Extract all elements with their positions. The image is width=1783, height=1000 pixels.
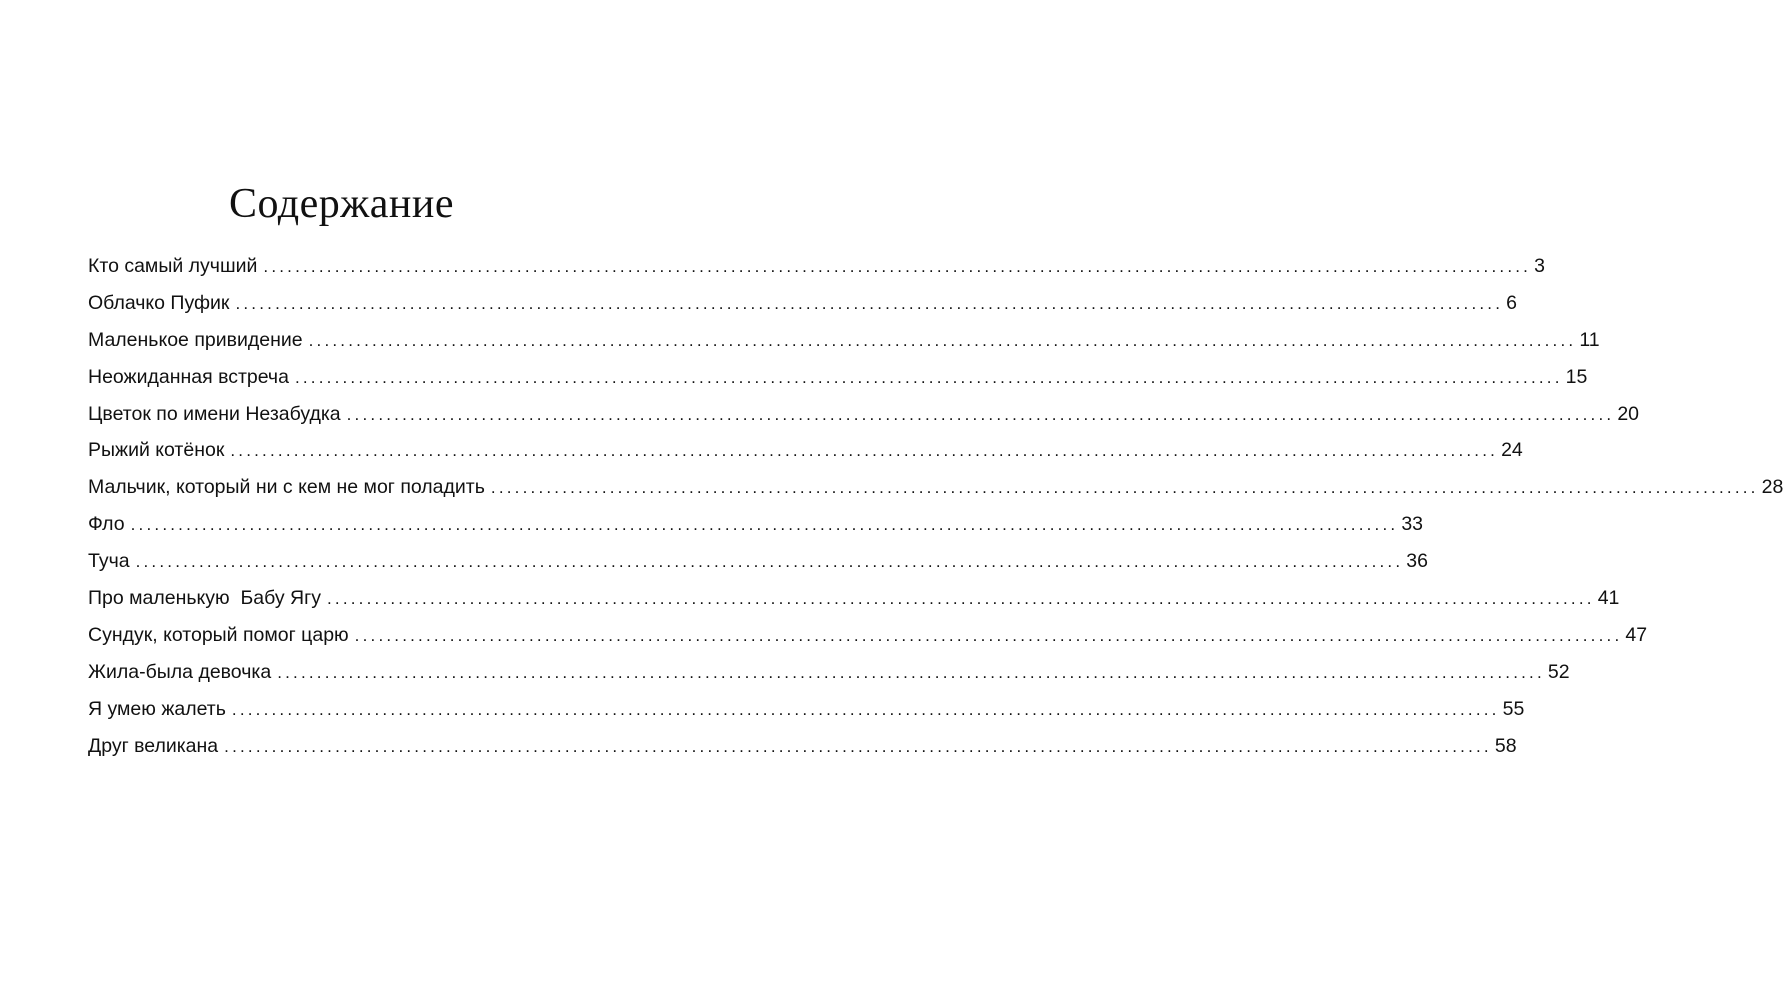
- toc-entry: [88, 545, 1428, 582]
- toc-entry-title: Туча: [88, 550, 130, 573]
- toc-entry: [88, 508, 1424, 545]
- dot-leader: ................................................................................................................................................................: [130, 515, 1399, 535]
- toc-entry: [88, 471, 1783, 508]
- toc-entry-title: Друг великана: [88, 734, 219, 757]
- toc-page-number: 41: [1597, 587, 1620, 610]
- toc-entry-title: Сундук, который помог царю: [88, 623, 349, 646]
- toc-page-number: 58: [1494, 734, 1517, 757]
- dot-leader: ................................................................................................................................................................: [346, 404, 1615, 424]
- dot-leader: ................................................................................................................................................................: [277, 662, 1545, 682]
- toc-page-number: 3: [1534, 255, 1545, 277]
- toc-entry: [88, 361, 1588, 398]
- toc-page-number: 55: [1502, 697, 1525, 720]
- toc-entry-title: Я умею жалеть: [88, 697, 226, 720]
- dot-leader: ................................................................................................................................................................: [490, 478, 1759, 498]
- toc-entry: [88, 730, 1517, 767]
- toc-page-number: 15: [1565, 365, 1588, 388]
- toc-entry: [88, 287, 1518, 324]
- dot-leader: ................................................................................................................................................................: [230, 441, 1499, 461]
- dot-leader: ................................................................................................................................................................: [308, 330, 1577, 350]
- toc-page-number: 52: [1547, 660, 1570, 683]
- dot-leader: ................................................................................................................................................................: [326, 589, 1595, 609]
- toc-page-number: 24: [1501, 439, 1523, 462]
- toc-entry-title: Рыжий котёнок: [88, 439, 225, 462]
- toc-entry-title: Фло: [88, 513, 125, 536]
- toc-entry: [88, 693, 1525, 730]
- toc-page-number: 6: [1506, 291, 1518, 314]
- toc-page-number: 20: [1617, 402, 1640, 425]
- toc-entry-title: Маленькое привидение: [88, 328, 303, 351]
- toc-page-number: 11: [1579, 328, 1600, 351]
- toc-entry-title: Мальчик, который ни с кем не мог поладить: [88, 476, 485, 499]
- toc-entry: [88, 398, 1640, 435]
- dot-leader: ................................................................................................................................................................: [263, 257, 1532, 276]
- toc-entry: [88, 619, 1648, 656]
- dot-leader: ................................................................................................................................................................: [231, 699, 1500, 719]
- toc-entry-title: Кто самый лучший: [88, 255, 258, 277]
- toc-entry: [88, 324, 1600, 361]
- toc-entry-title: Неожиданная встреча: [88, 365, 289, 388]
- toc-entry-title: Цветок по имени Незабудка: [88, 402, 341, 425]
- toc-entry-title: Облачко Пуфик: [88, 291, 230, 314]
- page-title: Содержание: [228, 181, 455, 227]
- toc-entry-title: Про маленькую Бабу Ягу: [88, 587, 321, 610]
- dot-leader: ................................................................................................................................................................: [354, 625, 1623, 645]
- dot-leader: ................................................................................................................................................................: [224, 736, 1492, 756]
- toc-entry-title: Жила-была девочка: [88, 660, 272, 683]
- table-of-contents: [88, 250, 1783, 766]
- toc-entry: [88, 250, 1545, 287]
- dot-leader: ................................................................................................................................................................: [235, 293, 1504, 313]
- toc-entry: [88, 582, 1620, 619]
- toc-entry: [88, 656, 1570, 693]
- dot-leader: ................................................................................................................................................................: [294, 367, 1563, 387]
- toc-page-number: 36: [1406, 550, 1428, 573]
- dot-leader: ................................................................................................................................................................: [135, 552, 1404, 572]
- toc-entry: [88, 434, 1523, 471]
- toc-page-number: 33: [1401, 513, 1424, 536]
- toc-page-number: 28: [1761, 476, 1783, 499]
- toc-page-number: 47: [1625, 623, 1648, 646]
